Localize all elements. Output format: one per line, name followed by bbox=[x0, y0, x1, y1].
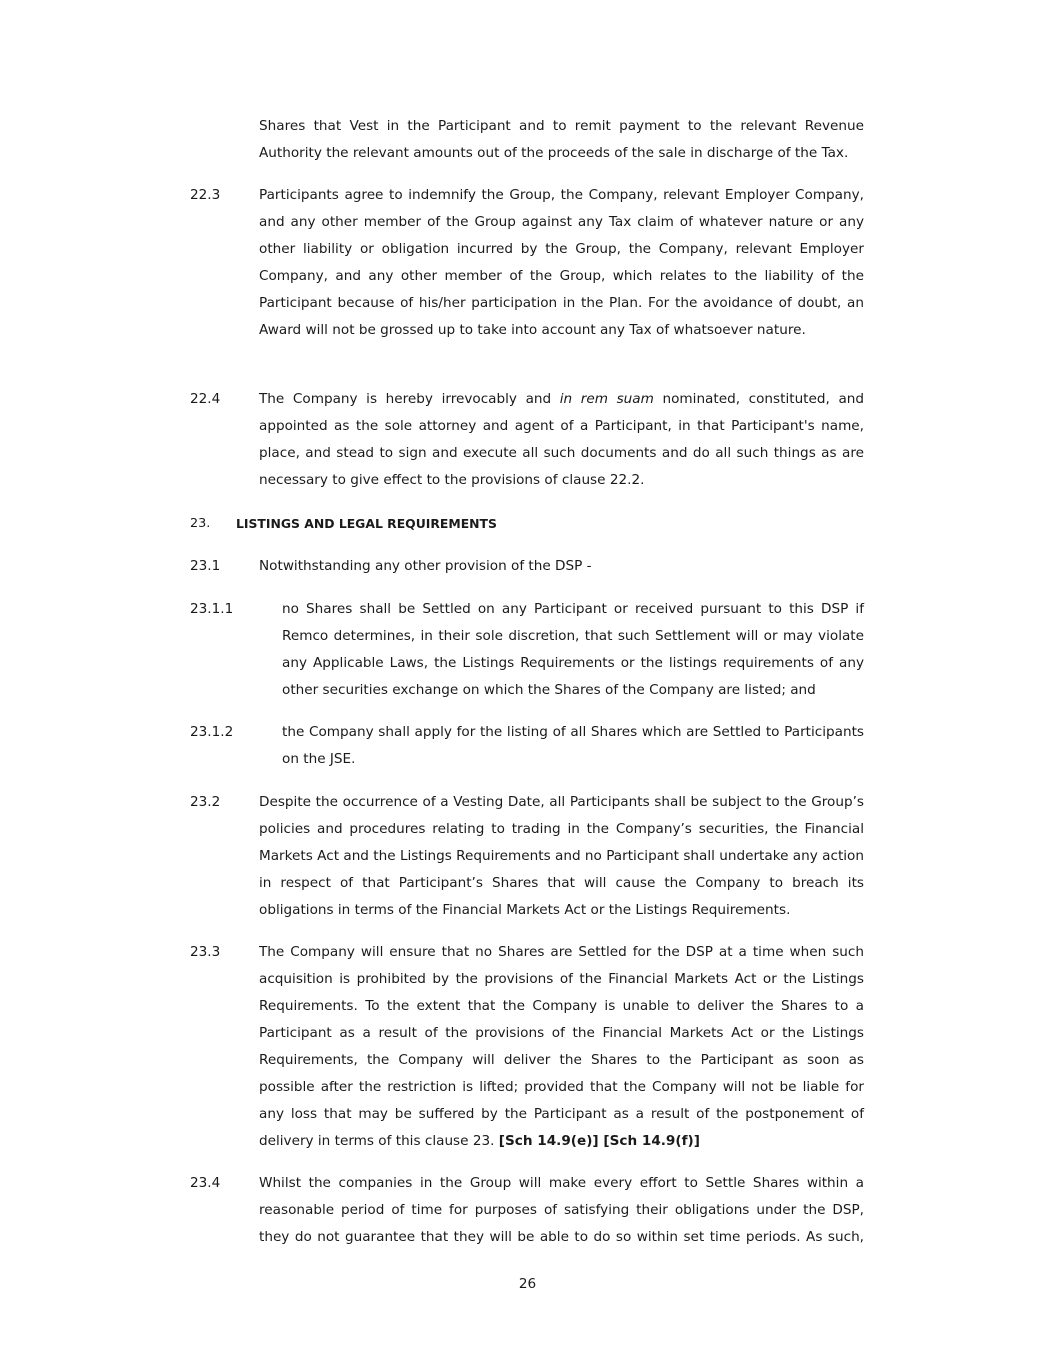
clause-22-4-italic: in rem suam bbox=[559, 391, 654, 407]
clause-22-3-text: Participants agree to indemnify the Group, the Company, relevant Employer Company, and any other member of the Group against any Tax claim of whatever nature or any other liability or obligation incurred by the Group, the Company, relevant Employer Company, and any other member of the Group, which relates to the liability of the Participant because of his/her participation in the Plan. For the avoidance of doubt, an Award will not be grossed up to take into account any Tax of whatsoever nature. bbox=[259, 187, 864, 338]
clause-23-4-text: Whilst the companies in the Group will make every effort to Settle Shares within a reasonable period of time for purposes of satisfying their obligations under the DSP, they do not guarantee that they will be able to do so within set time periods. As such, bbox=[259, 1175, 864, 1245]
clause-number-23-2: 23.2 bbox=[190, 794, 221, 810]
clause-22-4-text bbox=[259, 386, 864, 494]
clause-23-1-text: Notwithstanding any other provision of the DSP - bbox=[259, 558, 592, 574]
clause-23-3-body: The Company will ensure that no Shares are Settled for the DSP at a time when such acquisition is prohibited by the provisions of the Financial Markets Act or the Listings Requirements. To the extent that the Company is unable to deliver the Shares to a Participant as a result of the provisions of the Financial Markets Act or the Listings Requirements, the Company will deliver the Shares to the Participant as soon as possible after the restriction is lifted; provided that the Company will not be liable for any loss that may be suffered by the Participant as a result of the postponement of delivery in terms of this clause 23. bbox=[259, 944, 864, 1149]
page-number: 26 bbox=[518, 1276, 537, 1292]
clause-22-4-text-start: The Company is hereby irrevocably and bbox=[259, 391, 560, 407]
clause-23-1-2-text: the Company shall apply for the listing of all Shares which are Settled to Participants on the JSE. bbox=[282, 724, 864, 767]
clause-22-4-text-end: nominated, constituted, and appointed as the sole attorney and agent of a Participant, in that Participant's name, place, and stead to sign and execute all such documents and do all such things as are necessary to give effect to the provisions of clause 22.2. bbox=[259, 391, 865, 488]
clause-23-3-text bbox=[259, 939, 864, 1155]
clause-number-22-4: 22.4 bbox=[190, 391, 221, 407]
clause-number-23-1: 23.1 bbox=[190, 558, 221, 574]
clause-23-2-text: Despite the occurrence of a Vesting Date, all Participants shall be subject to the Group’s policies and procedures relating to trading in the Company’s securities, the Financial Markets Act and the Listings Requirements and no Participant shall undertake any action in respect of that Participant’s Shares that will cause the Company to breach its obligations in terms of the Financial Markets Act or the Listings Requirements. bbox=[259, 794, 864, 918]
clause-number-23-1-2: 23.1.2 bbox=[190, 724, 234, 740]
clause-number-23-3: 23.3 bbox=[190, 944, 221, 960]
continuation-paragraph: Shares that Vest in the Participant and to remit payment to the relevant Revenue Authority the relevant amounts out of the proceeds of the sale in discharge of the Tax. bbox=[259, 118, 864, 161]
clause-23-1-1-text: no Shares shall be Settled on any Participant or received pursuant to this DSP if Remco determines, in their sole discretion, that such Settlement will or may violate any Applicable Laws, the Listings Requirements or the listings requirements of any other securities exchange on which the Shares of the Company are listed; and bbox=[282, 601, 864, 698]
clause-23-3-schedule-reference: [Sch 14.9(e)] [Sch 14.9(f)] bbox=[498, 1133, 700, 1149]
clause-number-22-3: 22.3 bbox=[190, 187, 221, 203]
section-number-23: 23. bbox=[190, 516, 211, 531]
clause-number-23-1-1: 23.1.1 bbox=[190, 601, 234, 617]
section-heading-23: LISTINGS AND LEGAL REQUIREMENTS bbox=[236, 516, 497, 531]
clause-number-23-4: 23.4 bbox=[190, 1175, 221, 1191]
